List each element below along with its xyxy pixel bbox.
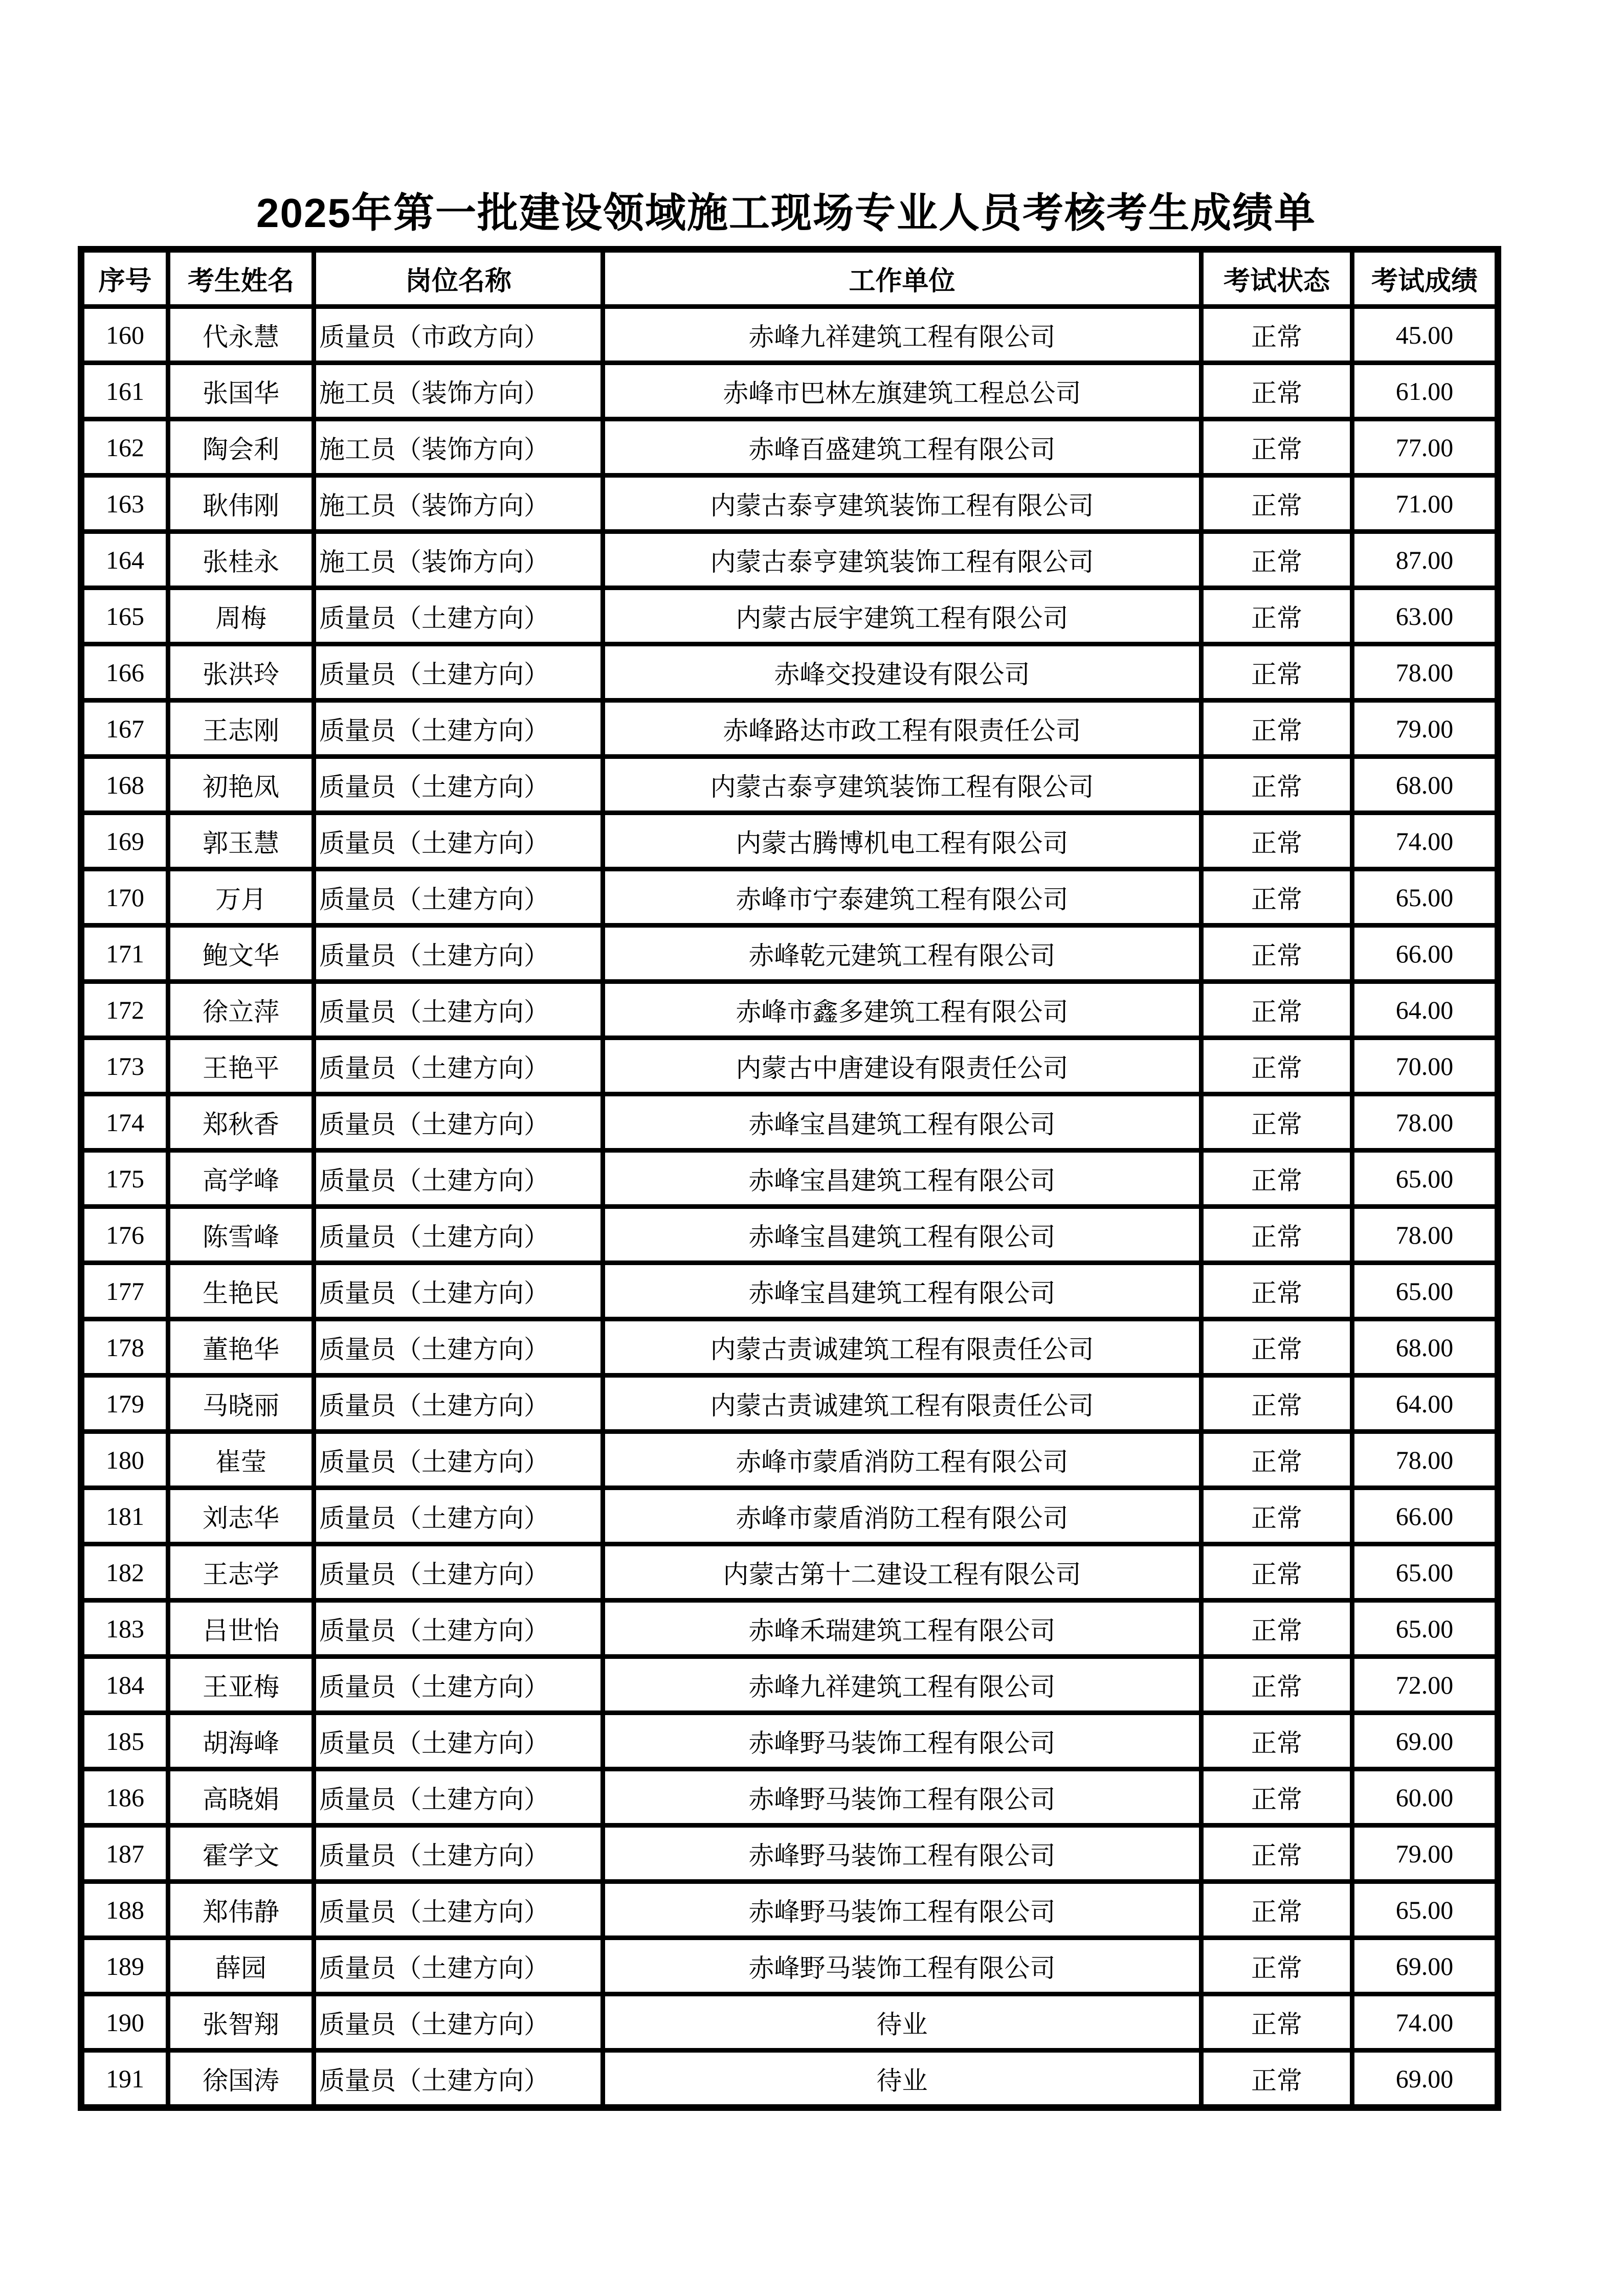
cell-no: 176 (81, 1207, 168, 1263)
table-row (81, 532, 1498, 588)
cell-position: 质量员（土建方向） (314, 1263, 603, 1319)
cell-score: 78.00 (1352, 1432, 1498, 1488)
table-row (81, 1488, 1498, 1544)
cell-no: 172 (81, 982, 168, 1038)
cell-name: 万月 (168, 869, 314, 926)
cell-score: 69.00 (1352, 1713, 1498, 1769)
table-row (81, 1319, 1498, 1376)
table-row (81, 2051, 1498, 2108)
cell-position: 质量员（土建方向） (314, 1376, 603, 1432)
cell-position: 质量员（市政方向） (314, 307, 603, 363)
table-row (81, 757, 1498, 813)
cell-name: 张智翔 (168, 1994, 314, 2051)
cell-no: 180 (81, 1432, 168, 1488)
cell-company: 内蒙古责诚建筑工程有限责任公司 (603, 1319, 1202, 1376)
cell-status: 正常 (1202, 476, 1352, 532)
cell-company: 赤峰市鑫多建筑工程有限公司 (603, 982, 1202, 1038)
table-row (81, 813, 1498, 869)
cell-name: 马晓丽 (168, 1376, 314, 1432)
cell-name: 王亚梅 (168, 1657, 314, 1713)
cell-score: 79.00 (1352, 1826, 1498, 1882)
table-row (81, 419, 1498, 476)
cell-status: 正常 (1202, 1544, 1352, 1601)
cell-company: 内蒙古泰亨建筑装饰工程有限公司 (603, 532, 1202, 588)
cell-status: 正常 (1202, 1263, 1352, 1319)
cell-status: 正常 (1202, 1488, 1352, 1544)
table-row (81, 1432, 1498, 1488)
cell-status: 正常 (1202, 982, 1352, 1038)
results-table (78, 246, 1501, 2111)
header-cell-name: 考生姓名 (168, 250, 314, 307)
cell-company: 赤峰野马装饰工程有限公司 (603, 1826, 1202, 1882)
cell-no: 160 (81, 307, 168, 363)
table-row (81, 1713, 1498, 1769)
cell-status: 正常 (1202, 363, 1352, 419)
cell-company: 赤峰市宁泰建筑工程有限公司 (603, 869, 1202, 926)
cell-name: 陶会利 (168, 419, 314, 476)
table-body (81, 307, 1498, 2108)
cell-status: 正常 (1202, 1657, 1352, 1713)
cell-position: 质量员（土建方向） (314, 1601, 603, 1657)
cell-position: 质量员（土建方向） (314, 2051, 603, 2108)
cell-position: 质量员（土建方向） (314, 1544, 603, 1601)
cell-score: 71.00 (1352, 476, 1498, 532)
cell-status: 正常 (1202, 1601, 1352, 1657)
cell-position: 质量员（土建方向） (314, 1488, 603, 1544)
cell-no: 169 (81, 813, 168, 869)
cell-name: 耿伟刚 (168, 476, 314, 532)
table-row (81, 1882, 1498, 1938)
cell-name: 王志刚 (168, 701, 314, 757)
cell-name: 生艳民 (168, 1263, 314, 1319)
cell-status: 正常 (1202, 588, 1352, 644)
cell-name: 徐国涛 (168, 2051, 314, 2108)
table-row (81, 1151, 1498, 1207)
table-row (81, 644, 1498, 701)
cell-no: 189 (81, 1938, 168, 1994)
table-row (81, 1207, 1498, 1263)
cell-name: 高晓娟 (168, 1769, 314, 1826)
table-row (81, 701, 1498, 757)
cell-name: 刘志华 (168, 1488, 314, 1544)
table-row (81, 1769, 1498, 1826)
cell-score: 65.00 (1352, 1601, 1498, 1657)
cell-status: 正常 (1202, 926, 1352, 982)
table-row (81, 982, 1498, 1038)
cell-name: 郑秋香 (168, 1094, 314, 1151)
table-row (81, 1038, 1498, 1094)
cell-company: 内蒙古中唐建设有限责任公司 (603, 1038, 1202, 1094)
cell-position: 质量员（土建方向） (314, 644, 603, 701)
cell-status: 正常 (1202, 1094, 1352, 1151)
cell-position: 质量员（土建方向） (314, 588, 603, 644)
table-row (81, 1601, 1498, 1657)
cell-company: 赤峰九祥建筑工程有限公司 (603, 307, 1202, 363)
table-row (81, 1263, 1498, 1319)
cell-score: 69.00 (1352, 1938, 1498, 1994)
cell-company: 内蒙古责诚建筑工程有限责任公司 (603, 1376, 1202, 1432)
cell-position: 质量员（土建方向） (314, 1826, 603, 1882)
table-header-row (81, 250, 1498, 307)
cell-no: 175 (81, 1151, 168, 1207)
cell-status: 正常 (1202, 1713, 1352, 1769)
cell-name: 张桂永 (168, 532, 314, 588)
cell-status: 正常 (1202, 1938, 1352, 1994)
cell-status: 正常 (1202, 1826, 1352, 1882)
table-row (81, 588, 1498, 644)
cell-position: 质量员（土建方向） (314, 813, 603, 869)
cell-name: 董艳华 (168, 1319, 314, 1376)
cell-company: 赤峰乾元建筑工程有限公司 (603, 926, 1202, 982)
cell-name: 徐立萍 (168, 982, 314, 1038)
cell-status: 正常 (1202, 1994, 1352, 2051)
cell-company: 赤峰路达市政工程有限责任公司 (603, 701, 1202, 757)
cell-name: 胡海峰 (168, 1713, 314, 1769)
cell-no: 187 (81, 1826, 168, 1882)
cell-position: 质量员（土建方向） (314, 869, 603, 926)
table-row (81, 1657, 1498, 1713)
cell-position: 质量员（土建方向） (314, 1769, 603, 1826)
cell-status: 正常 (1202, 1319, 1352, 1376)
cell-position: 质量员（土建方向） (314, 926, 603, 982)
cell-score: 78.00 (1352, 1207, 1498, 1263)
cell-company: 内蒙古腾博机电工程有限公司 (603, 813, 1202, 869)
table-row (81, 1938, 1498, 1994)
cell-position: 质量员（土建方向） (314, 1657, 603, 1713)
cell-score: 66.00 (1352, 1488, 1498, 1544)
table-row (81, 1826, 1498, 1882)
cell-no: 173 (81, 1038, 168, 1094)
cell-score: 65.00 (1352, 1263, 1498, 1319)
cell-company: 待业 (603, 1994, 1202, 2051)
cell-status: 正常 (1202, 701, 1352, 757)
header-cell-position: 岗位名称 (314, 250, 603, 307)
cell-company: 内蒙古泰亨建筑装饰工程有限公司 (603, 476, 1202, 532)
cell-score: 60.00 (1352, 1769, 1498, 1826)
header-cell-company: 工作单位 (603, 250, 1202, 307)
cell-company: 赤峰禾瑞建筑工程有限公司 (603, 1601, 1202, 1657)
cell-position: 质量员（土建方向） (314, 1994, 603, 2051)
cell-name: 初艳凤 (168, 757, 314, 813)
cell-position: 施工员（装饰方向） (314, 363, 603, 419)
cell-no: 168 (81, 757, 168, 813)
cell-no: 184 (81, 1657, 168, 1713)
cell-no: 170 (81, 869, 168, 926)
cell-company: 赤峰九祥建筑工程有限公司 (603, 1657, 1202, 1713)
cell-score: 64.00 (1352, 1376, 1498, 1432)
cell-company: 赤峰交投建设有限公司 (603, 644, 1202, 701)
cell-name: 高学峰 (168, 1151, 314, 1207)
table-row (81, 307, 1498, 363)
header-cell-status: 考试状态 (1202, 250, 1352, 307)
cell-score: 65.00 (1352, 1882, 1498, 1938)
cell-no: 167 (81, 701, 168, 757)
cell-position: 质量员（土建方向） (314, 1713, 603, 1769)
cell-score: 65.00 (1352, 1151, 1498, 1207)
cell-position: 质量员（土建方向） (314, 1319, 603, 1376)
cell-score: 64.00 (1352, 982, 1498, 1038)
cell-position: 质量员（土建方向） (314, 1938, 603, 1994)
cell-company: 待业 (603, 2051, 1202, 2108)
cell-no: 177 (81, 1263, 168, 1319)
cell-status: 正常 (1202, 1151, 1352, 1207)
cell-position: 质量员（土建方向） (314, 1207, 603, 1263)
cell-score: 78.00 (1352, 1094, 1498, 1151)
cell-name: 霍学文 (168, 1826, 314, 1882)
cell-company: 赤峰市蒙盾消防工程有限公司 (603, 1432, 1202, 1488)
cell-no: 162 (81, 419, 168, 476)
cell-score: 72.00 (1352, 1657, 1498, 1713)
cell-name: 陈雪峰 (168, 1207, 314, 1263)
cell-status: 正常 (1202, 644, 1352, 701)
cell-status: 正常 (1202, 532, 1352, 588)
cell-status: 正常 (1202, 869, 1352, 926)
cell-no: 165 (81, 588, 168, 644)
cell-no: 190 (81, 1994, 168, 2051)
cell-no: 163 (81, 476, 168, 532)
cell-score: 69.00 (1352, 2051, 1498, 2108)
page-title: 2025年第一批建设领域施工现场专业人员考核考生成绩单 (256, 190, 1316, 236)
cell-status: 正常 (1202, 419, 1352, 476)
cell-name: 郑伟静 (168, 1882, 314, 1938)
cell-no: 171 (81, 926, 168, 982)
cell-name: 崔莹 (168, 1432, 314, 1488)
cell-company: 赤峰宝昌建筑工程有限公司 (603, 1263, 1202, 1319)
cell-no: 179 (81, 1376, 168, 1432)
cell-position: 施工员（装饰方向） (314, 532, 603, 588)
cell-score: 65.00 (1352, 1544, 1498, 1601)
cell-score: 61.00 (1352, 363, 1498, 419)
cell-score: 68.00 (1352, 757, 1498, 813)
cell-company: 内蒙古第十二建设工程有限公司 (603, 1544, 1202, 1601)
cell-score: 87.00 (1352, 532, 1498, 588)
cell-position: 质量员（土建方向） (314, 757, 603, 813)
cell-name: 王志学 (168, 1544, 314, 1601)
cell-company: 赤峰野马装饰工程有限公司 (603, 1938, 1202, 1994)
cell-name: 周梅 (168, 588, 314, 644)
cell-no: 178 (81, 1319, 168, 1376)
cell-status: 正常 (1202, 813, 1352, 869)
cell-status: 正常 (1202, 307, 1352, 363)
cell-position: 质量员（土建方向） (314, 1432, 603, 1488)
cell-name: 王艳平 (168, 1038, 314, 1094)
cell-no: 164 (81, 532, 168, 588)
cell-score: 74.00 (1352, 813, 1498, 869)
cell-position: 质量员（土建方向） (314, 1038, 603, 1094)
cell-position: 质量员（土建方向） (314, 1882, 603, 1938)
cell-score: 66.00 (1352, 926, 1498, 982)
cell-no: 166 (81, 644, 168, 701)
cell-name: 吕世怡 (168, 1601, 314, 1657)
cell-company: 赤峰宝昌建筑工程有限公司 (603, 1207, 1202, 1263)
cell-status: 正常 (1202, 1207, 1352, 1263)
cell-company: 内蒙古泰亨建筑装饰工程有限公司 (603, 757, 1202, 813)
cell-company: 赤峰市蒙盾消防工程有限公司 (603, 1488, 1202, 1544)
table-row (81, 1094, 1498, 1151)
cell-status: 正常 (1202, 1376, 1352, 1432)
cell-score: 74.00 (1352, 1994, 1498, 2051)
header-cell-score: 考试成绩 (1352, 250, 1498, 307)
cell-no: 182 (81, 1544, 168, 1601)
cell-score: 70.00 (1352, 1038, 1498, 1094)
cell-position: 质量员（土建方向） (314, 982, 603, 1038)
cell-position: 施工员（装饰方向） (314, 476, 603, 532)
table-row (81, 926, 1498, 982)
cell-status: 正常 (1202, 1769, 1352, 1826)
cell-no: 191 (81, 2051, 168, 2108)
cell-status: 正常 (1202, 1432, 1352, 1488)
cell-position: 施工员（装饰方向） (314, 419, 603, 476)
header-cell-no: 序号 (81, 250, 168, 307)
cell-name: 薛园 (168, 1938, 314, 1994)
cell-company: 赤峰百盛建筑工程有限公司 (603, 419, 1202, 476)
cell-name: 鲍文华 (168, 926, 314, 982)
cell-no: 181 (81, 1488, 168, 1544)
cell-company: 赤峰宝昌建筑工程有限公司 (603, 1094, 1202, 1151)
cell-status: 正常 (1202, 2051, 1352, 2108)
cell-name: 张洪玲 (168, 644, 314, 701)
table-row (81, 869, 1498, 926)
cell-name: 代永慧 (168, 307, 314, 363)
cell-no: 185 (81, 1713, 168, 1769)
cell-status: 正常 (1202, 1038, 1352, 1094)
cell-score: 68.00 (1352, 1319, 1498, 1376)
cell-score: 79.00 (1352, 701, 1498, 757)
table-row (81, 363, 1498, 419)
cell-company: 赤峰野马装饰工程有限公司 (603, 1769, 1202, 1826)
table-row (81, 1544, 1498, 1601)
cell-company: 赤峰宝昌建筑工程有限公司 (603, 1151, 1202, 1207)
cell-no: 186 (81, 1769, 168, 1826)
cell-score: 45.00 (1352, 307, 1498, 363)
cell-company: 赤峰野马装饰工程有限公司 (603, 1882, 1202, 1938)
table-row (81, 1994, 1498, 2051)
table-row (81, 476, 1498, 532)
cell-position: 质量员（土建方向） (314, 701, 603, 757)
cell-no: 188 (81, 1882, 168, 1938)
table-row (81, 1376, 1498, 1432)
cell-score: 65.00 (1352, 869, 1498, 926)
cell-status: 正常 (1202, 1882, 1352, 1938)
cell-status: 正常 (1202, 757, 1352, 813)
cell-score: 77.00 (1352, 419, 1498, 476)
cell-name: 郭玉慧 (168, 813, 314, 869)
cell-score: 78.00 (1352, 644, 1498, 701)
cell-position: 质量员（土建方向） (314, 1094, 603, 1151)
cell-name: 张国华 (168, 363, 314, 419)
cell-no: 174 (81, 1094, 168, 1151)
cell-company: 内蒙古辰宇建筑工程有限公司 (603, 588, 1202, 644)
cell-position: 质量员（土建方向） (314, 1151, 603, 1207)
cell-no: 161 (81, 363, 168, 419)
cell-company: 赤峰市巴林左旗建筑工程总公司 (603, 363, 1202, 419)
cell-score: 63.00 (1352, 588, 1498, 644)
cell-company: 赤峰野马装饰工程有限公司 (603, 1713, 1202, 1769)
cell-no: 183 (81, 1601, 168, 1657)
